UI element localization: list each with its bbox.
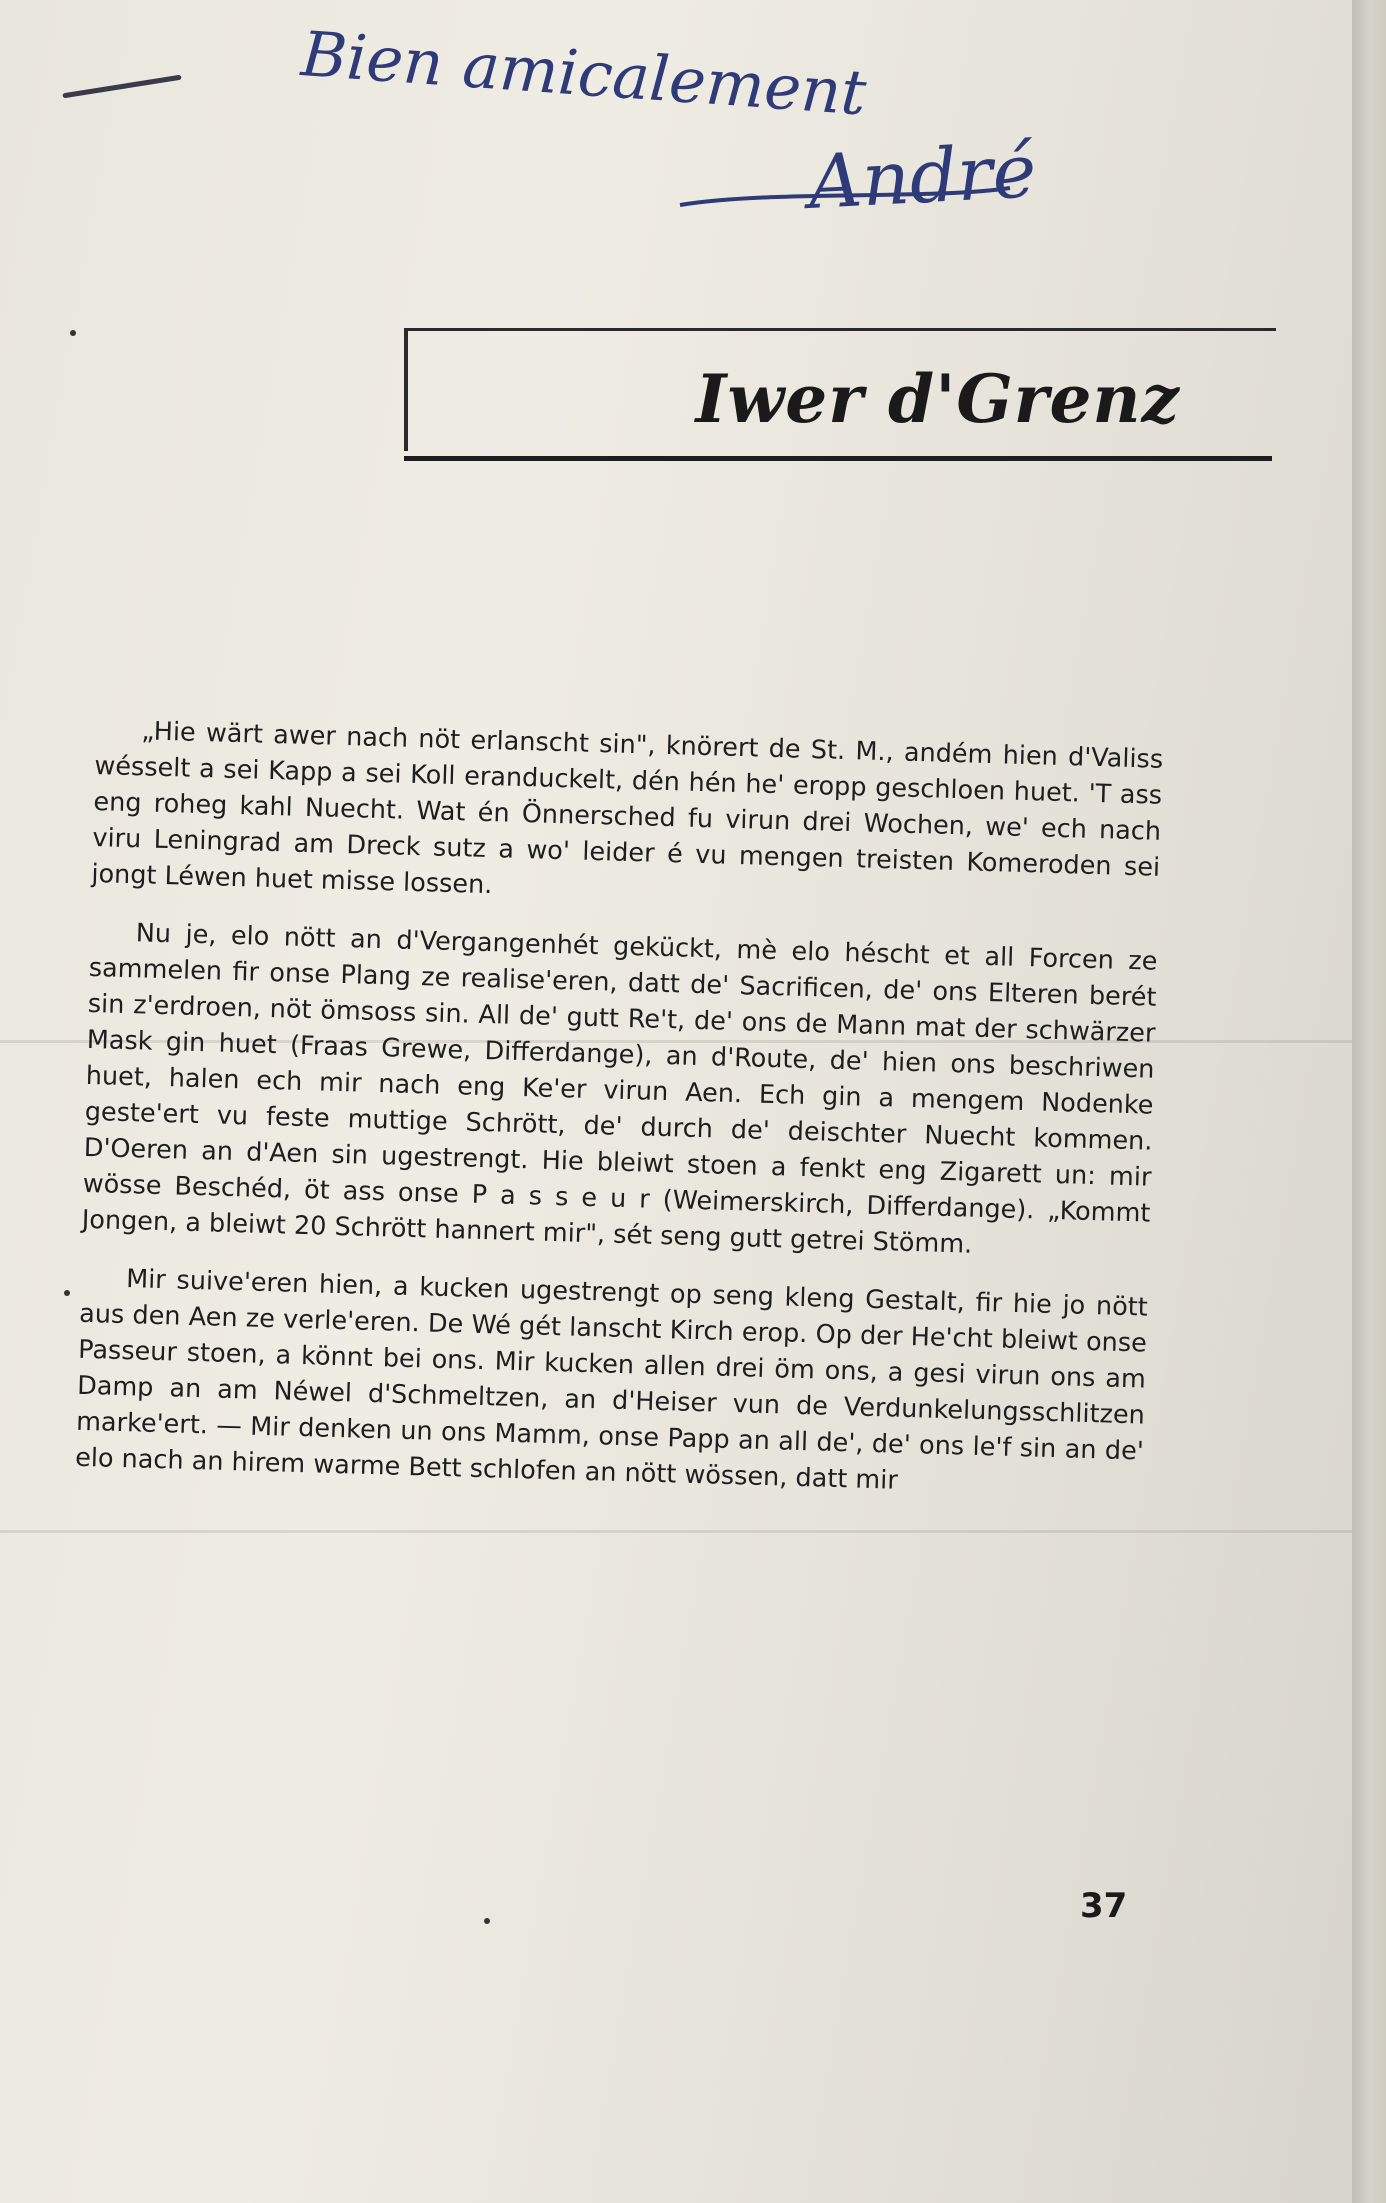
pen-stroke — [62, 75, 181, 99]
paper-fold — [0, 1530, 1352, 1533]
title-underline — [404, 456, 1272, 461]
handwritten-dedication — [250, 0, 1150, 260]
dedication-line: Bien amicalement — [298, 17, 869, 130]
page-number: 37 — [1080, 1886, 1128, 1926]
article-body — [74, 712, 1164, 1528]
article-title: Iwer d'Grenz — [695, 360, 1180, 438]
ink-dot — [484, 1918, 490, 1924]
paragraph: „Hie wärt awer nach nöt erlanscht sin", knörert de St. M., andém hien d'Valiss wésselt a sei Kapp a sei Koll eranduckelt, dén hén he' eropp geschloen huet. 'T ass eng roheg kahl Nuecht. Wat én Önnersched fu virun drei Wochen, we' ech nach viru Leningrad am Dreck sutz a wo' leider é vu mengen treisten Komeroden sei jongt Léwen huet misse lossen. — [91, 716, 1164, 901]
signature: André — [806, 128, 1039, 226]
paragraph: Mir suive'eren hien, a kucken ugestrengt op seng kleng Gestalt, fir hie jo nött aus den Aen ze verle'eren. De Wé gét lanscht Kirch erop. Op der He'cht bleiwt onse Passeur stoen, a könnt bei ons. Mir kucken allen drei öm ons, a gesi virun ons am Damp an am Néwel d'Schmeltzen, an d'Heiser vun de Verdunkelungsschlitzen marke'ert. — Mir denken un ons Mamm, onse Papp an all de', de' ons le'f sin an de' elo nach an hirem warme Bett schlofen an nött wössen, datt mir — [74, 1264, 1149, 1496]
ink-dot — [70, 330, 76, 336]
backdrop-edge — [1346, 0, 1386, 2203]
ink-dot — [64, 1290, 70, 1296]
paragraph: Nu je, elo nött an d'Vergangenhét gekückt, mè elo héscht et all Forcen ze sammelen fir onse Plang ze realise'eren, datt de' Sacrificen, de' ons Elteren berét sin z'erdroen, nöt ömsoss sin. All de' gutt Re't, de' ons de Mann mat der schwärzer Mask gin huet (Fraas Grewe, Differdange), an d'Route, de' hien ons beschriwen huet, halen ech mir nach eng Ke'er virun Aen. Ech gin a mengem Nodenke geste'ert vu feste muttige Schrött, de' durch de' deischter Nuecht kommen. D'Oeren an d'Aen sin ugestrengt. Hie bleiwt stoen a fenkt eng Zigarett un: mir wösse Beschéd, öt ass onse P a s s e u r (Weimerskirch, Differdange). „Kommt Jongen, a bleiwt 20 Schrött hannert mir", sét seng gutt getrei Stömm. — [81, 918, 1158, 1260]
